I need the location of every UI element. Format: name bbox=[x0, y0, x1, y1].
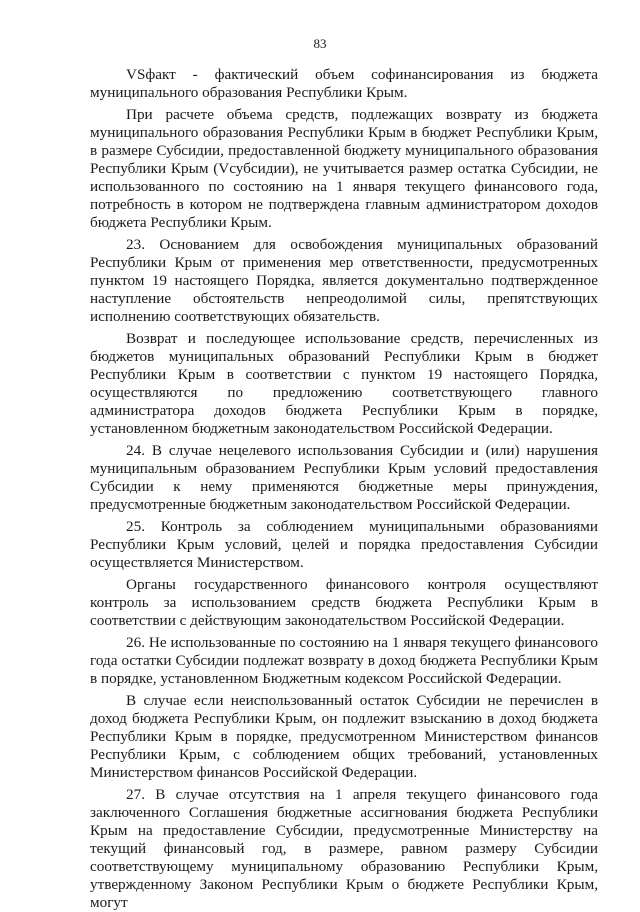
paragraph-vsfact-definition: VSфакт - фактический объем софинансирования из бюджета муниципального образования Республики Крым. bbox=[90, 66, 598, 101]
paragraph-financial-control: Органы государственного финансового контроля осуществляют контроль за использованием средств бюджета Республики Крым в соответствии с действующим законодательством Российской Федерации. bbox=[90, 576, 598, 629]
paragraph-clause-26: 26. Не использованные по состоянию на 1 января текущего финансового года остатки Субсидии подлежат возврату в доход бюджета Республики Крым в порядке, установленном Бюджетным кодексом Российской Федерации. bbox=[90, 634, 598, 687]
paragraph-refund-calculation: При расчете объема средств, подлежащих возврату из бюджета муниципального образования Республики Крым в бюджет Республики Крым, в размере Субсидии, предоставленной бюджету муниципального образования Республики Крым (Vсубсидии), не учитывается размер остатка Субсидии, не использованного по состоянию на 1 января текущего финансового года, потребность в котором не подтверждена главным администратором доходов бюджета Республики Крым. bbox=[90, 106, 598, 231]
paragraph-clause-27: 27. В случае отсутствия на 1 апреля текущего финансового года заключенного Соглашения бюджетные ассигнования бюджета Республики Крым на предоставление Субсидии, предусмотренные Министерству на текущий финансовый год, в размере, равном размеру Субсидии соответствующему муниципальному образованию Республики Крым, утвержденному Законом Республики Крым о бюджете Республики Крым, могут bbox=[90, 786, 598, 911]
document-body bbox=[90, 66, 598, 912]
paragraph-unused-balance: В случае если неиспользованный остаток Субсидии не перечислен в доход бюджета Республики Крым, он подлежит взысканию в доход бюджета Республики Крым в порядке, предусмотренном Министерством финансов Республики Крым, с соблюдением общих требований, установленных Министерством финансов Российской Федерации. bbox=[90, 692, 598, 781]
page-number: 83 bbox=[313, 36, 327, 51]
paragraph-clause-24: 24. В случае нецелевого использования Субсидии и (или) нарушения муниципальным образованием Республики Крым условий предоставления Субсидии к нему применяются бюджетные меры принуждения, предусмотренные бюджетным законодательством Российской Федерации. bbox=[90, 442, 598, 513]
paragraph-clause-25: 25. Контроль за соблюдением муниципальными образованиями Республики Крым условий, целей и порядка предоставления Субсидии осуществляется Министерством. bbox=[90, 518, 598, 571]
paragraph-return-of-funds: Возврат и последующее использование средств, перечисленных из бюджетов муниципальных образований Республики Крым в бюджет Республики Крым в соответствии с пунктом 19 настоящего Порядка, осуществляются по предложению соответствующего главного администратора доходов бюджета Республики Крым в порядке, установленном бюджетным законодательством Российской Федерации. bbox=[90, 330, 598, 437]
paragraph-clause-23: 23. Основанием для освобождения муниципальных образований Республики Крым от применения мер ответственности, предусмотренных пунктом 19 настоящего Порядка, является документально подтвержденное наступление обстоятельств непреодолимой силы, препятствующих исполнению соответствующих обязательств. bbox=[90, 236, 598, 325]
